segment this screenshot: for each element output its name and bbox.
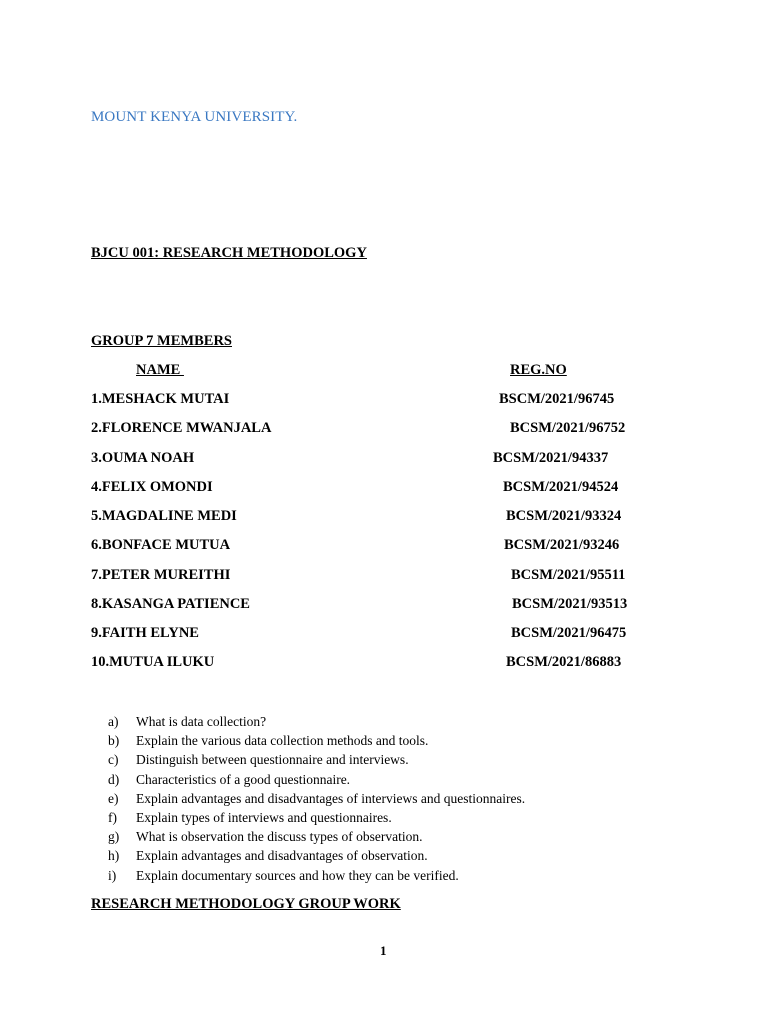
member-reg-no: BCSM/2021/93324 xyxy=(506,508,622,524)
name-column-header: NAME xyxy=(136,362,184,378)
question-text: Characteristics of a good questionnaire. xyxy=(136,771,351,787)
list-marker: h) xyxy=(108,848,120,864)
list-item xyxy=(108,731,728,750)
list-marker: g) xyxy=(108,829,120,845)
member-name: 4.FELIX OMONDI xyxy=(91,479,213,495)
list-marker: b) xyxy=(108,733,120,749)
list-marker: d) xyxy=(108,771,120,787)
member-reg-no: BCSM/2021/93513 xyxy=(512,596,628,612)
question-text: Explain advantages and disadvantages of observation. xyxy=(136,848,428,864)
member-name: 3.OUMA NOAH xyxy=(91,450,195,466)
group-work-heading: RESEARCH METHODOLOGY GROUP WORK xyxy=(91,896,401,912)
member-name: 5.MAGDALINE MEDI xyxy=(91,508,237,524)
member-reg-no: BCSM/2021/94524 xyxy=(503,479,619,495)
question-text: Explain types of interviews and questionnaires. xyxy=(136,809,392,825)
list-item xyxy=(108,808,728,827)
list-item xyxy=(108,712,728,731)
question-text: Explain documentary sources and how they can be verified. xyxy=(136,867,459,883)
list-item xyxy=(108,750,728,769)
question-text: Explain advantages and disadvantages of interviews and questionnaires. xyxy=(136,790,526,806)
group-heading: GROUP 7 MEMBERS xyxy=(91,333,232,349)
list-marker: i) xyxy=(108,867,117,883)
list-marker: f) xyxy=(108,809,117,825)
list-marker: e) xyxy=(108,790,119,806)
member-reg-no: BCSM/2021/95511 xyxy=(511,567,626,583)
reg-no-column-header: REG.NO xyxy=(510,362,567,378)
page-number: 1 xyxy=(380,943,387,958)
questions-list xyxy=(108,712,728,885)
member-reg-no: BCSM/2021/86883 xyxy=(506,654,622,670)
question-text: What is data collection? xyxy=(136,714,267,729)
university-name: MOUNT KENYA UNIVERSITY. xyxy=(91,109,298,125)
list-item xyxy=(108,827,728,846)
member-name: 10.MUTUA ILUKU xyxy=(91,654,215,670)
member-name: 6.BONFACE MUTUA xyxy=(91,537,231,553)
member-name: 1.MESHACK MUTAI xyxy=(91,391,230,407)
question-text: Distinguish between questionnaire and interviews. xyxy=(136,752,409,768)
member-name: 7.PETER MUREITHI xyxy=(91,567,231,583)
member-reg-no: BCSM/2021/96475 xyxy=(511,625,627,641)
member-name: 9.FAITH ELYNE xyxy=(91,625,199,641)
member-reg-no: BCSM/2021/94337 xyxy=(493,450,609,466)
list-marker: a) xyxy=(108,714,119,729)
list-marker: c) xyxy=(108,752,119,768)
list-item xyxy=(108,770,728,789)
list-item xyxy=(108,789,728,808)
question-text: What is observation the discuss types of observation. xyxy=(136,829,423,845)
member-reg-no: BCSM/2021/93246 xyxy=(504,537,620,553)
course-title: BJCU 001: RESEARCH METHODOLOGY xyxy=(91,245,367,261)
question-text: Explain the various data collection methods and tools. xyxy=(136,733,429,749)
member-name: 2.FLORENCE MWANJALA xyxy=(91,420,272,436)
member-reg-no: BSCM/2021/96745 xyxy=(499,391,615,407)
member-name: 8.KASANGA PATIENCE xyxy=(91,596,250,612)
member-reg-no: BCSM/2021/96752 xyxy=(510,420,626,436)
list-item xyxy=(108,846,728,865)
list-item xyxy=(108,866,728,885)
